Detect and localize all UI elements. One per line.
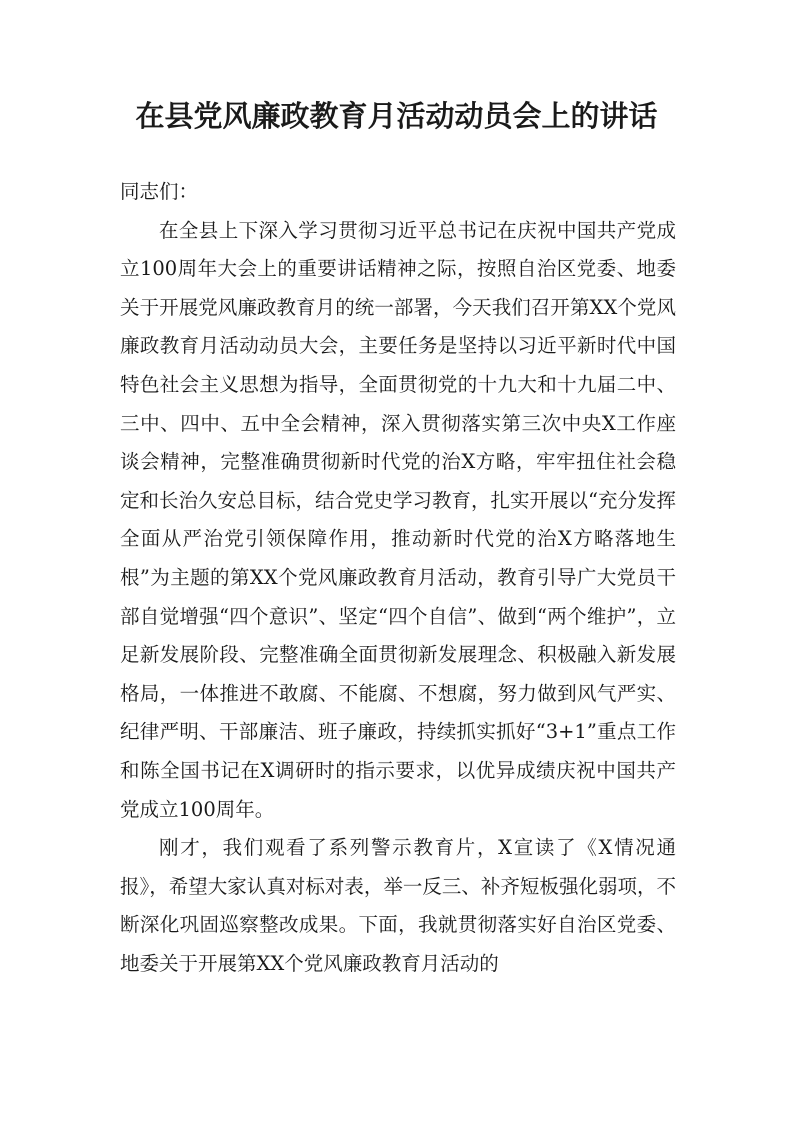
paragraph-1: 在全县上下深入学习贯彻习近平总书记在庆祝中国共产党成立100周年大会上的重要讲话精神之际，按照自治区党委、地委关于开展党风廉政教育月的统一部署，今天我们召开第XX个党风廉政教育月活动动员大会，主要任务是坚持以习近平新时代中国特色社会主义思想为指导，全面贯彻党的十九大和十九届二中、三中、四中、五中全会精神，深入贯彻落实第三次中央X工作座谈会精神，完整准确贯彻新时代党的治X方略，牢牢扭住社会稳定和长治久安总目标，结合党史学习教育，扎实开展以“充分发挥全面从严治党引领保障作用，推动新时代党的治X方略落地生根”为主题的第XX个党风廉政教育月活动，教育引导广大党员干部自觉增强“四个意识”、坚定“四个自信”、做到“两个维护”，立足新发展阶段、完整准确全面贯彻新发展理念、积极融入新发展格局，一体推进不敢腐、不能腐、不想腐，努力做到风气严实、纪律严明、干部廉洁、班子廉政，持续抓实抓好“3+1”重点工作和陈全国书记在X调研时的指示要求，以优异成绩庆祝中国共产党成立100周年。	[120, 218, 676, 821]
document-body	[120, 173, 676, 983]
document-title: 在县党风廉政教育月活动动员会上的讲话	[135, 99, 658, 133]
paragraph-2: 刚才，我们观看了系列警示教育片，X宣读了《X情况通报》，希望大家认真对标对表，举一反三、补齐短板强化弱项，不断深化巩固巡察整改成果。下面，我就贯彻落实好自治区党委、地委关于开展第XX个党风廉政教育月活动的	[120, 836, 676, 975]
salutation: 同志们：	[120, 180, 199, 203]
